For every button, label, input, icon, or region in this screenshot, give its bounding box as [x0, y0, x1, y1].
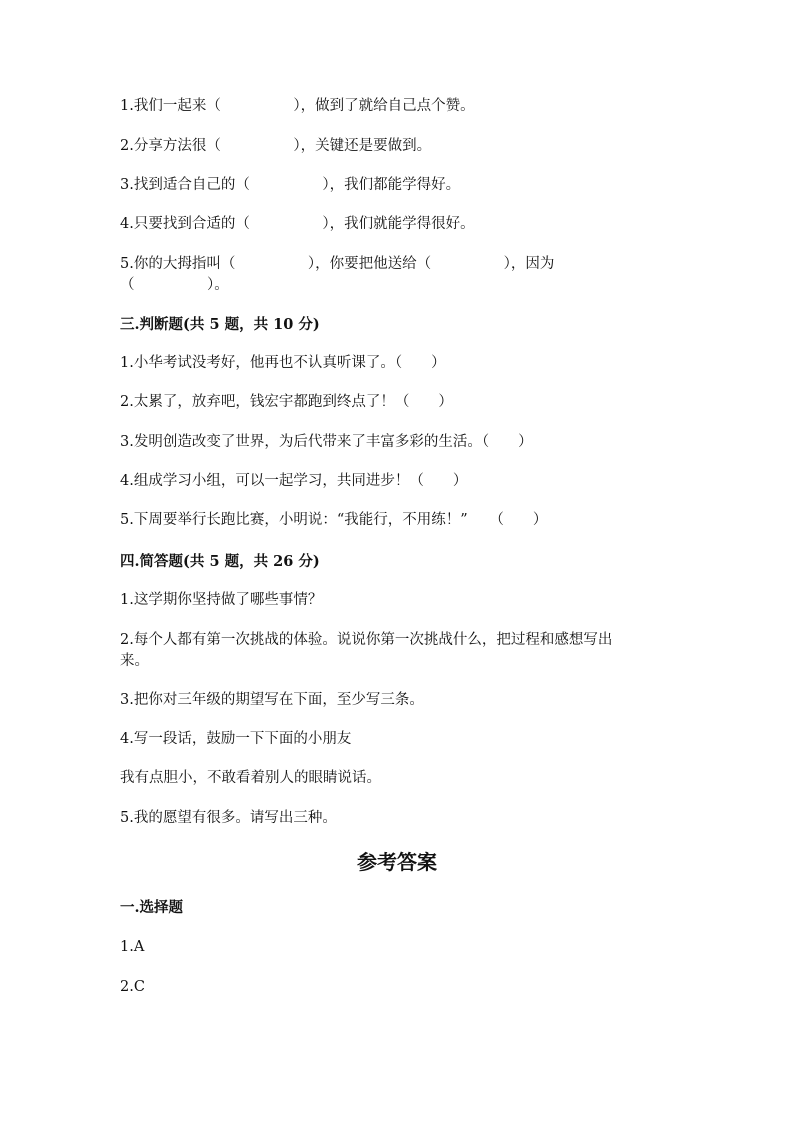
- short-answer-question-5: 5.我的愿望有很多。请写出三种。: [120, 810, 337, 826]
- short-answer-question-2-line-1: 2.每个人都有第一次挑战的体验。说说你第一次挑战什么，把过程和感想写出: [120, 632, 613, 648]
- fill-question-2: 2.分享方法很（ ），关键还是要做到。: [120, 138, 432, 154]
- judge-question-3: 3.发明创造改变了世界，为后代带来了丰富多彩的生活。（ ）: [120, 434, 533, 450]
- judge-question-1: 1.小华考试没考好，他再也不认真听课了。（ ）: [120, 355, 446, 371]
- short-answer-question-4-prompt: 我有点胆小，不敢看着别人的眼睛说话。: [120, 770, 381, 786]
- answers-section-1-heading: 一.选择题: [120, 899, 184, 916]
- judge-section-heading: 三.判断题(共 5 题，共 10 分): [120, 316, 320, 333]
- short-answer-question-4: 4.写一段话，鼓励一下下面的小朋友: [120, 731, 352, 747]
- fill-question-5-line-1: 5.你的大拇指叫（ ），你要把他送给（ ），因为: [120, 256, 555, 272]
- judge-question-2: 2.太累了，放弃吧，钱宏宇都跑到终点了！（ ）: [120, 394, 453, 410]
- answers-title: 参考答案: [357, 850, 437, 874]
- judge-question-5: 5.下周要举行长跑比赛，小明说：“我能行，不用练！” （ ）: [120, 512, 548, 528]
- answer-2: 2.C: [120, 979, 145, 995]
- judge-question-4: 4.组成学习小组，可以一起学习，共同进步！（ ）: [120, 473, 468, 489]
- fill-question-3: 3.找到适合自己的（ ），我们都能学得好。: [120, 177, 461, 193]
- fill-question-5-line-2: （ ）。: [120, 277, 229, 293]
- fill-question-1: 1.我们一起来（ ），做到了就给自己点个赞。: [120, 98, 475, 114]
- short-answer-question-1: 1.这学期你坚持做了哪些事情？: [120, 592, 323, 608]
- short-answer-question-3: 3.把你对三年级的期望写在下面，至少写三条。: [120, 692, 424, 708]
- fill-question-4: 4.只要找到合适的（ ），我们就能学得很好。: [120, 216, 475, 232]
- short-answer-section-heading: 四.简答题(共 5 题，共 26 分): [120, 553, 320, 570]
- answer-1: 1.A: [120, 939, 145, 955]
- short-answer-question-2-line-2: 来。: [120, 653, 149, 669]
